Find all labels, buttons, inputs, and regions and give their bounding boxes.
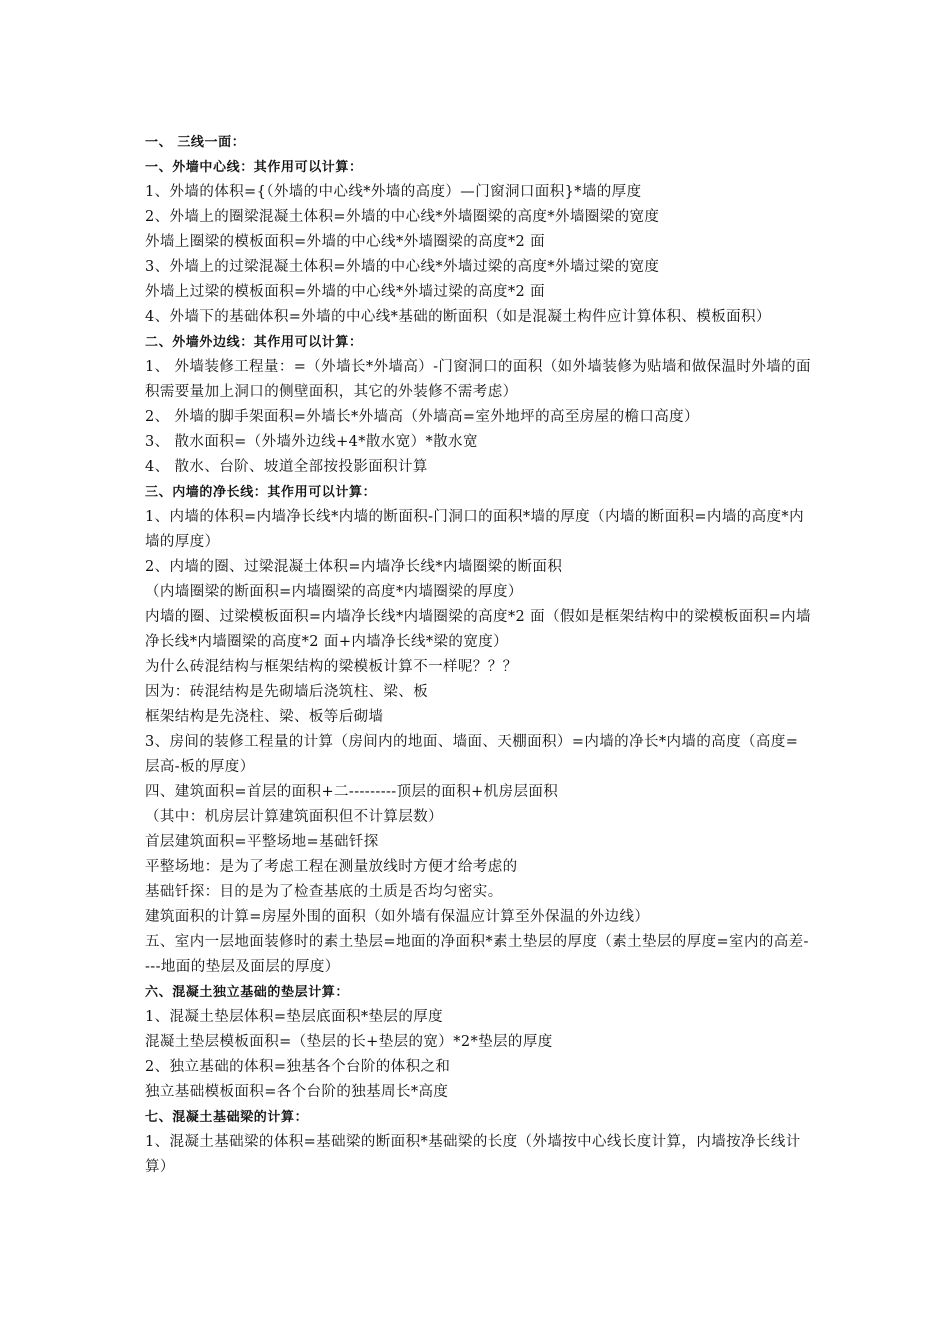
text-line: 1、内墙的体积=内墙净长线*内墙的断面积-门洞口的面积*墙的厚度（内墙的断面积=内墙的高度*内墙的厚度） (145, 509, 804, 550)
text-line: 内墙的圈、过梁模板面积=内墙净长线*内墙圈梁的高度*2 面（假如是框架结构中的梁模板面积=内墙净长线*内墙圈梁的高度*2 面+内墙净长线*梁的宽度） (145, 609, 811, 650)
section-heading: 七、混凝土基础梁的计算： (145, 1110, 309, 1125)
text-line: 4、 散水、台阶、坡道全部按投影面积计算 (145, 459, 428, 475)
text-line: 3、 散水面积=（外墙外边线+4*散水宽）*散水宽 (145, 434, 478, 450)
text-line: （其中：机房层计算建筑面积但不计算层数） (145, 809, 443, 825)
text-line: 2、外墙上的圈梁混凝土体积=外墙的中心线*外墙圈梁的高度*外墙圈梁的宽度 (145, 209, 660, 225)
text-line: 平整场地：是为了考虑工程在测量放线时方便才给考虑的 (145, 859, 518, 875)
text-line: （内墙圈梁的断面积=内墙圈梁的高度*内墙圈梁的厚度） (145, 584, 523, 600)
text-line: 2、内墙的圈、过梁混凝土体积=内墙净长线*内墙圈梁的断面积 (145, 559, 563, 575)
text-line: 为什么砖混结构与框架结构的梁模板计算不一样呢？？？ (145, 659, 518, 675)
text-line: 4、外墙下的基础体积=外墙的中心线*基础的断面积（如是混凝土构件应计算体积、模板面积） (145, 309, 771, 325)
section-heading: 一、外墙中心线：其作用可以计算： (145, 160, 363, 175)
text-line: 框架结构是先浇柱、梁、板等后砌墙 (145, 709, 384, 725)
text-line: 2、 外墙的脚手架面积=外墙长*外墙高（外墙高=室外地坪的高至房屋的檐口高度） (145, 409, 699, 425)
text-line: 混凝土垫层模板面积=（垫层的长+垫层的宽）*2*垫层的厚度 (145, 1034, 553, 1050)
text-line: 五、室内一层地面装修时的素土垫层=地面的净面积*素土垫层的厚度（素土垫层的厚度=室内的高差----地面的垫层及面层的厚度） (145, 934, 809, 975)
text-line: 外墙上圈梁的模板面积=外墙的中心线*外墙圈梁的高度*2 面 (145, 234, 546, 250)
text-line: 1、混凝土垫层体积=垫层底面积*垫层的厚度 (145, 1009, 444, 1025)
text-line: 四、建筑面积=首层的面积+二---------顶层的面积+机房层面积 (145, 784, 559, 800)
text-line: 因为：砖混结构是先砌墙后浇筑柱、梁、板 (145, 684, 429, 700)
text-line: 建筑面积的计算=房屋外围的面积（如外墙有保温应计算至外保温的外边线） (145, 909, 650, 925)
document-page (145, 130, 813, 1180)
text-line: 独立基础模板面积=各个台阶的独基周长*高度 (145, 1084, 449, 1100)
section-heading: 三、内墙的净长线：其作用可以计算： (145, 485, 377, 500)
text-line: 基础钎探：目的是为了检查基底的土质是否均匀密实。 (145, 884, 503, 900)
text-line: 1、 外墙装修工程量：=（外墙长*外墙高）-门窗洞口的面积（如外墙装修为贴墙和做保温时外墙的面积需要量加上洞口的侧壁面积，其它的外装修不需考虑） (145, 359, 811, 400)
text-line: 1、外墙的体积={（外墙的中心线*外墙的高度）—门窗洞口面积}*墙的厚度 (145, 184, 642, 200)
text-line: 1、混凝土基础梁的体积=基础梁的断面积*基础梁的长度（外墙按中心线长度计算，内墙按净长线计算） (145, 1134, 801, 1175)
text-line: 3、外墙上的过梁混凝土体积=外墙的中心线*外墙过梁的高度*外墙过梁的宽度 (145, 259, 660, 275)
text-line: 2、独立基础的体积=独基各个台阶的体积之和 (145, 1059, 451, 1075)
section-heading: 一、 三线一面： (145, 135, 246, 150)
text-line: 3、房间的装修工程量的计算（房间内的地面、墙面、天棚面积）=内墙的净长*内墙的高度（高度=层高-板的厚度） (145, 734, 799, 775)
text-line: 首层建筑面积=平整场地=基础钎探 (145, 834, 379, 850)
section-heading: 六、混凝土独立基础的垫层计算： (145, 985, 350, 1000)
section-heading: 二、外墙外边线：其作用可以计算： (145, 335, 363, 350)
text-line: 外墙上过梁的模板面积=外墙的中心线*外墙过梁的高度*2 面 (145, 284, 546, 300)
